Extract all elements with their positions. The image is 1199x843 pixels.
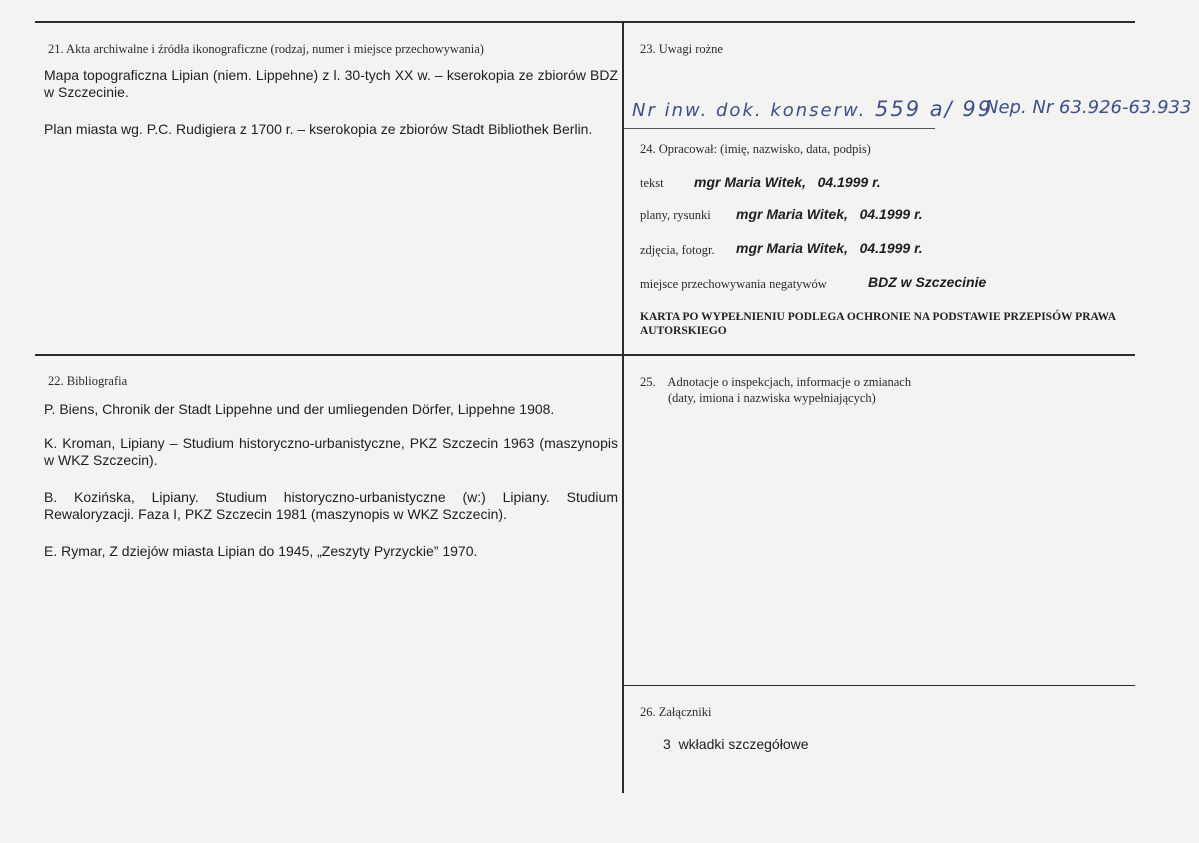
negatives-location-value: BDZ w Szczecinie [868, 274, 987, 290]
section-23-label: 23. Uwagi rożne [640, 42, 723, 56]
section-22-label: 22. Bibliografia [48, 374, 128, 388]
handwriting-underline [624, 128, 935, 129]
text-author-label: tekst [640, 176, 664, 190]
section-25-label-line1: 25. Adnotacje o inspekcjach, informacje o zmianach [640, 375, 912, 389]
negatives-location-label: miejsce przechowywania negatywów [640, 277, 827, 291]
handwritten-inventory-note: Nr inw. dok. konserw. [632, 100, 867, 121]
drawings-author-value: mgr Maria Witek, 04.1999 r. [736, 206, 923, 222]
section-25-label-line2: (daty, imiona i nazwiska wypełniających) [668, 391, 876, 405]
section-24-label: 24. Opracował: (imię, nazwisko, data, podpis) [640, 142, 871, 156]
drawings-author-label: plany, rysunki [640, 208, 711, 222]
attachments-rule [624, 685, 1135, 686]
handwritten-register-number: Nep. Nr 63.926-63.933 [985, 97, 1192, 118]
center-divider [622, 21, 624, 793]
attachments-value: 3 wkładki szczegółowe [663, 736, 809, 752]
middle-rule [35, 354, 1135, 356]
bibliography-item: E. Rymar, Z dziejów miasta Lipian do 1945, „Zeszyty Pyrzyckie” 1970. [44, 543, 478, 559]
section-21-paragraph-plan: Plan miasta wg. P.C. Rudigiera z 1700 r. – kserokopia ze zbiorów Stadt Bibliothek Berlin. [44, 121, 593, 137]
handwritten-inventory-number: 559 a/ 99 [875, 97, 994, 121]
photos-author-label: zdjęcia, fotogr. [640, 243, 715, 257]
section-21-paragraph-map: Mapa topograficzna Lipian (niem. Lippehne) z l. 30-tych XX w. – kserokopia ze zbiorów BDZ w Szczecinie. [44, 67, 618, 100]
bibliography-item: B. Kozińska, Lipiany. Studium historyczno-urbanistyczne (w:) Lipiany. Studium Rewaloryzacji. Faza I, PKZ Szczecin 1981 (maszynopis w WKZ Szczecin). [44, 489, 618, 522]
section-26-label: 26. Załączniki [640, 705, 712, 719]
bibliography-item: K. Kroman, Lipiany – Studium historyczno-urbanistyczne, PKZ Szczecin 1963 (maszynopis w WKZ Szczecin). [44, 435, 618, 468]
copyright-notice: KARTA PO WYPEŁNIENIU PODLEGA OCHRONIE NA PODSTAWIE PRZEPISÓW PRAWA AUTORSKIEGO [640, 311, 1116, 337]
section-21-label: 21. Akta archiwalne i źródła ikonograficzne (rodzaj, numer i miejsce przechowywania) [48, 42, 484, 56]
bibliography-item: P. Biens, Chronik der Stadt Lippehne und der umliegenden Dörfer, Lippehne 1908. [44, 401, 555, 417]
text-author-value: mgr Maria Witek, 04.1999 r. [694, 174, 881, 190]
photos-author-value: mgr Maria Witek, 04.1999 r. [736, 240, 923, 256]
top-rule [35, 21, 1135, 23]
